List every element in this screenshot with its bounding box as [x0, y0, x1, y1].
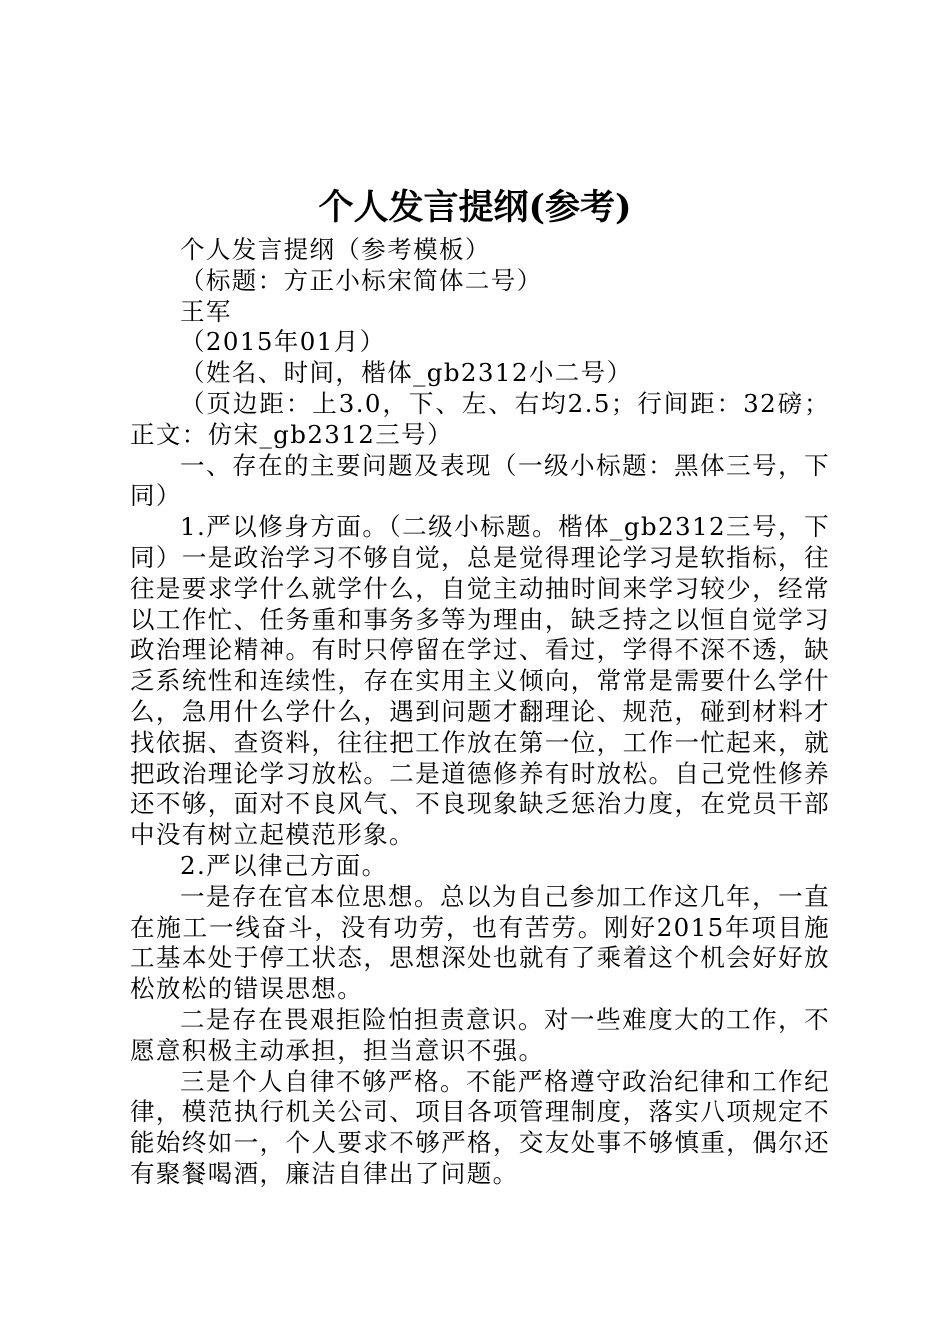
- paragraph-date: （2015年01月）: [180, 327, 386, 357]
- paragraph-author-name: 王军: [180, 296, 232, 326]
- paragraph-page-format-note: （页边距：上3.0，下、左、右均2.5；行间距：32磅；正文：仿宋_gb2312三号）: [130, 388, 830, 449]
- document-title: 个人发言提纲(参考): [318, 187, 632, 228]
- document-body: [130, 235, 830, 1190]
- paragraph-subtitle: 个人发言提纲（参考模板）: [180, 235, 491, 264]
- paragraph-name-date-format-note: （姓名、时间，楷体_gb2312小二号）: [180, 358, 633, 388]
- paragraph-section-heading-1: 一、存在的主要问题及表现（一级小标题：黑体三号，下同）: [130, 450, 830, 511]
- paragraph-personal-discipline: 三是个人自律不够严格。不能严格遵守政治纪律和工作纪律，模范执行机关公司、项目各项管理制度，落实八项规定不能始终如一，个人要求不够严格，交友处事不够慎重，偶尔还有聚餐喝酒，廉洁自律出了问题。: [130, 1066, 830, 1188]
- paragraph-title-format-note: （标题：方正小标宋简体二号）: [180, 265, 543, 295]
- paragraph-self-discipline-heading: 2.严以律己方面。: [180, 850, 388, 880]
- paragraph-official-rank-thinking: 一是存在官本位思想。总以为自己参加工作这几年，一直在施工一线奋斗，没有功劳，也有苦劳。刚好2015年项目施工基本处于停工状态，思想深处也就有了乘着这个机会好好放松放松的错误思想。: [130, 881, 830, 1004]
- paragraph-self-cultivation: 1.严以修身方面。（二级小标题。楷体_gb2312三号，下同）一是政治学习不够自觉，总是觉得理论学习是软指标，往往是要求学什么就学什么，自觉主动抽时间来学习较少，经常以工作忙、任务重和事务多等为理由，缺乏持之以恒自觉学习政治理论精神。有时只停留在学过、看过，学得不深不透，缺乏系统性和连续性，存在实用主义倾向，常常是需要什么学什么，急用什么学什么，遇到问题才翻理论、规范，碰到材料才找依据、查资料，往往把工作放在第一位，工作一忙起来，就把政治理论学习放松。二是道德修养有时放松。自己党性修养还不够，面对不良风气、不良现象缺乏惩治力度，在党员干部中没有树立起模范形象。: [130, 512, 830, 850]
- paragraph-responsibility-avoidance: 二是存在畏艰拒险怕担责意识。对一些难度大的工作，不愿意积极主动承担，担当意识不强。: [130, 1004, 830, 1065]
